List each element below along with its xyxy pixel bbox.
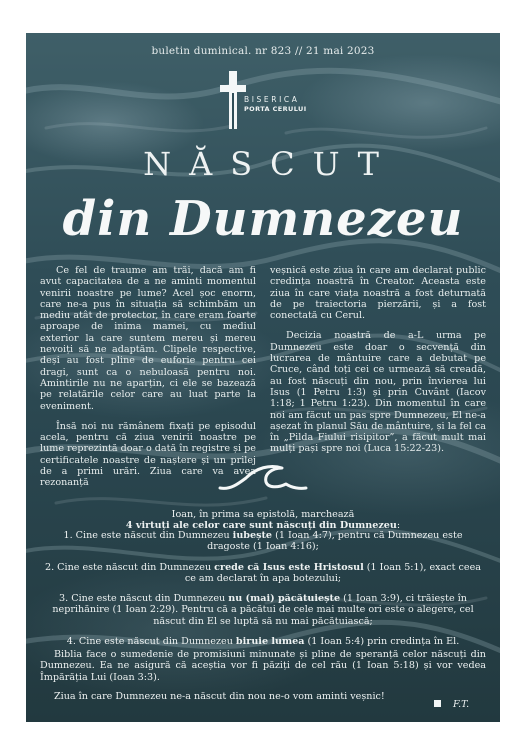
wave-icon [216,458,310,498]
logo-text-line1: BISERICA [244,95,300,104]
paragraph: Biblia face o sumedenie de promisiuni minunate și pline de speranță celor născuți din Dumnezeu. Ea ne asigură că aceștia vor fi păziți de cel rău (1 Ioan 5:18) și vor vedea Împărăția Lui (Ioan 3:3). [40,649,486,683]
virtues-intro [44,509,482,532]
item-bold: crede că Isus este Hristosul [214,561,364,573]
signature [434,699,469,710]
item-bold: iubește [232,530,273,541]
paragraph: Ce fel de traume am trăi, dacă am fi avut capacitatea de a ne aminti momentul venirii noastre pe lume? Acel șoc enorm, care ne-a pus în situația să schimbăm un mediu atât de protector, în care eram foarte aproape de inima mamei, cu mediul exterior la care suntem mereu și mereu nevoiți să ne adaptăm. Clipele respective, deși au fost pline de euforie pentru cei dragi, sunt ca o nebuloasă pentru noi. Amintirile nu ne aparțin, ci ele se bazează pe relatările celor care au luat parte la eveniment. [40,265,256,412]
cross-logo-icon [220,71,246,129]
item-bold: nu (mai) păcătuiește [228,593,341,605]
title-subtitle: din Dumnezeu [62,191,464,247]
signature-initials: F.T. [453,699,470,710]
item-text: 4. Cine este născut din Dumnezeu [66,636,236,648]
church-logo [218,71,318,131]
item-text: (1 Ioan 5:1), exact ceea ce am declarat în apa botezului; [184,561,482,584]
intro-heading-bold: 4 virtuți ale celor care sunt născuți din Dumnezeu [125,520,397,532]
right-column [270,265,486,464]
intro-line: Ioan, în prima sa epistolă, marchează [171,509,355,520]
closing-text [40,649,486,710]
list-item [44,562,482,585]
list-item [44,636,482,647]
intro-heading-colon: : [396,520,401,532]
paragraph: veșnică este ziua în care am declarat public credința noastră în Creator. Aceasta este ziua în care viața noastră a fost deturnată de pe traiectoria pierzării, și a fost conectată cu Cerul. [270,265,486,322]
item-text: 3. Cine este născut din Dumnezeu [59,593,229,605]
list-item [44,530,482,553]
item-text: (1 Ioan 4:7), pentru că Dumnezeu este dragoste (1 Ioan 4:16); [207,530,463,553]
item-text: (1 Ioan 3:9), ci trăiește în neprihănire (1 Ioan 2:29). Pentru că a păcătui de cele mai multe ori este o alegere, cel născut din El se luptă să nu mai păcătuiască; [52,593,474,627]
item-text: (1 Ioan 5:4) prin credința în El. [304,636,460,648]
logo-text-line2: PORTA CERULUI [244,105,307,113]
paragraph: Ziua în care Dumnezeu ne-a născut din nou ne-o vom aminti veșnic! [54,690,385,702]
item-bold: biruie lumea [235,636,305,648]
list-item [44,593,482,627]
virtues-list [44,530,482,656]
item-text: 2. Cine este născut din Dumnezeu [44,561,215,573]
square-bullet-icon [434,700,441,707]
paragraph: Însă noi nu rămânem fixați pe episodul acela, pentru că ziua venirii noastre pe lume reprezintă doar o dată în registre și pe certificatele noastre de naștere și un prilej de a primi urări. Ziua care va avea rezonanță [40,420,256,489]
title-main: NĂSCUT [143,145,397,183]
bulletin-page [26,33,500,722]
item-text: 1. Cine este născut din Dumnezeu [63,530,233,541]
bulletin-header: buletin duminical. nr 823 // 21 mai 2023 [151,45,375,57]
paragraph: Decizia noastră de a-L urma pe Dumnezeu este doar o secvență din lucrarea de mântuire care a debutat pe Cruce, când toți cei ce urmează să creadă, au fost născuți din nou, prin învierea lui Isus (1 Petru 1:3) și prin Cuvânt (Iacov 1:18; 1 Petru 1:23). Din momentul în care noi am făcut un pas spre Dumnezeu, El ne-a așezat în planul Său de mântuire, și la fel ca în „Pilda Fiului risipitor”, a făcut mult mai mulți pași spre noi (Luca 15:22-23). [270,330,486,455]
